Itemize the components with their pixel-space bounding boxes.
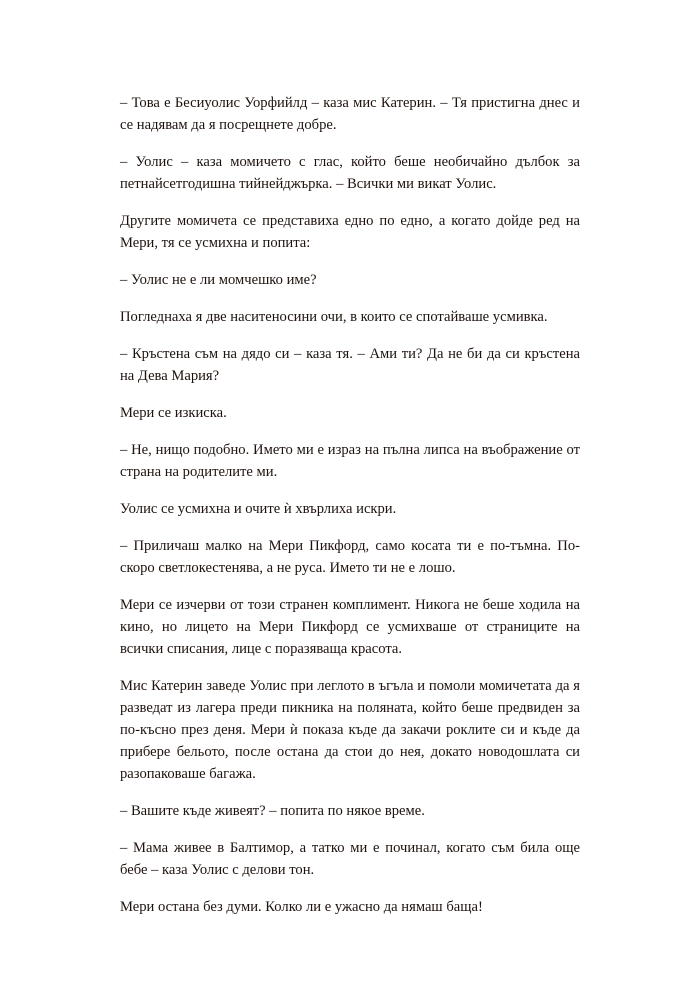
paragraph: Погледнаха я две наситеносини очи, в които се спотайваше усмивка. (120, 309, 548, 325)
paragraph: Мери остана без думи. Колко ли е ужасно да нямаш баща! (120, 899, 483, 915)
paragraph: – Уолис не е ли момчешко име? (120, 272, 317, 288)
paragraph: Другите момичета се представиха едно по едно, а когато дойде ред на Мери, тя се усмихна и попита: (120, 213, 580, 251)
paragraph: – Това е Бесиуолис Уорфийлд – каза мис Катерин. – Тя пристигна днес и се надявам да я посрещнете добре. (120, 95, 580, 133)
paragraph: – Кръстена съм на дядо си – каза тя. – Ами ти? Да не би да си кръстена на Дева Мария? (120, 346, 580, 384)
paragraph: – Мама живее в Балтимор, а татко ми е починал, когато съм била още бебе – каза Уолис с делови тон. (120, 840, 580, 878)
paragraph: – Вашите къде живеят? – попита по някое време. (120, 803, 425, 819)
paragraph: Уолис се усмихна и очите ѝ хвърлиха искри. (120, 501, 397, 517)
paragraph: Мери се изчерви от този странен комплимент. Никога не беше ходила на кино, но лицето на Мери Пикфорд се усмихваше от страниците на всички списания, лице с поразяваща красота. (120, 597, 580, 657)
paragraph: – Приличаш малко на Мери Пикфорд, само косата ти е по-тъмна. По-скоро светлокестенява, а не руса. Името ти не е лошо. (120, 538, 580, 576)
body-text (120, 92, 580, 933)
paragraph: Мис Катерин заведе Уолис при леглото в ъгъла и помоли момичетата да я разведат из лагера преди пикника на поляната, който беше предвиден за по-късно през деня. Мери ѝ показа къде да закачи роклите си и къде да прибере бельото, после остана да стои до нея, докато новодошлата си разопаковаше багажа. (120, 678, 580, 782)
paragraph: Мери се изкиска. (120, 405, 227, 421)
paragraph: – Не, нищо подобно. Името ми е израз на пълна липса на въображение от страна на родителите ми. (120, 442, 580, 480)
paragraph: – Уолис – каза момичето с глас, който беше необичайно дълбок за петнайсетгодишна тийнейджърка. – Всички ми викат Уолис. (120, 154, 580, 192)
